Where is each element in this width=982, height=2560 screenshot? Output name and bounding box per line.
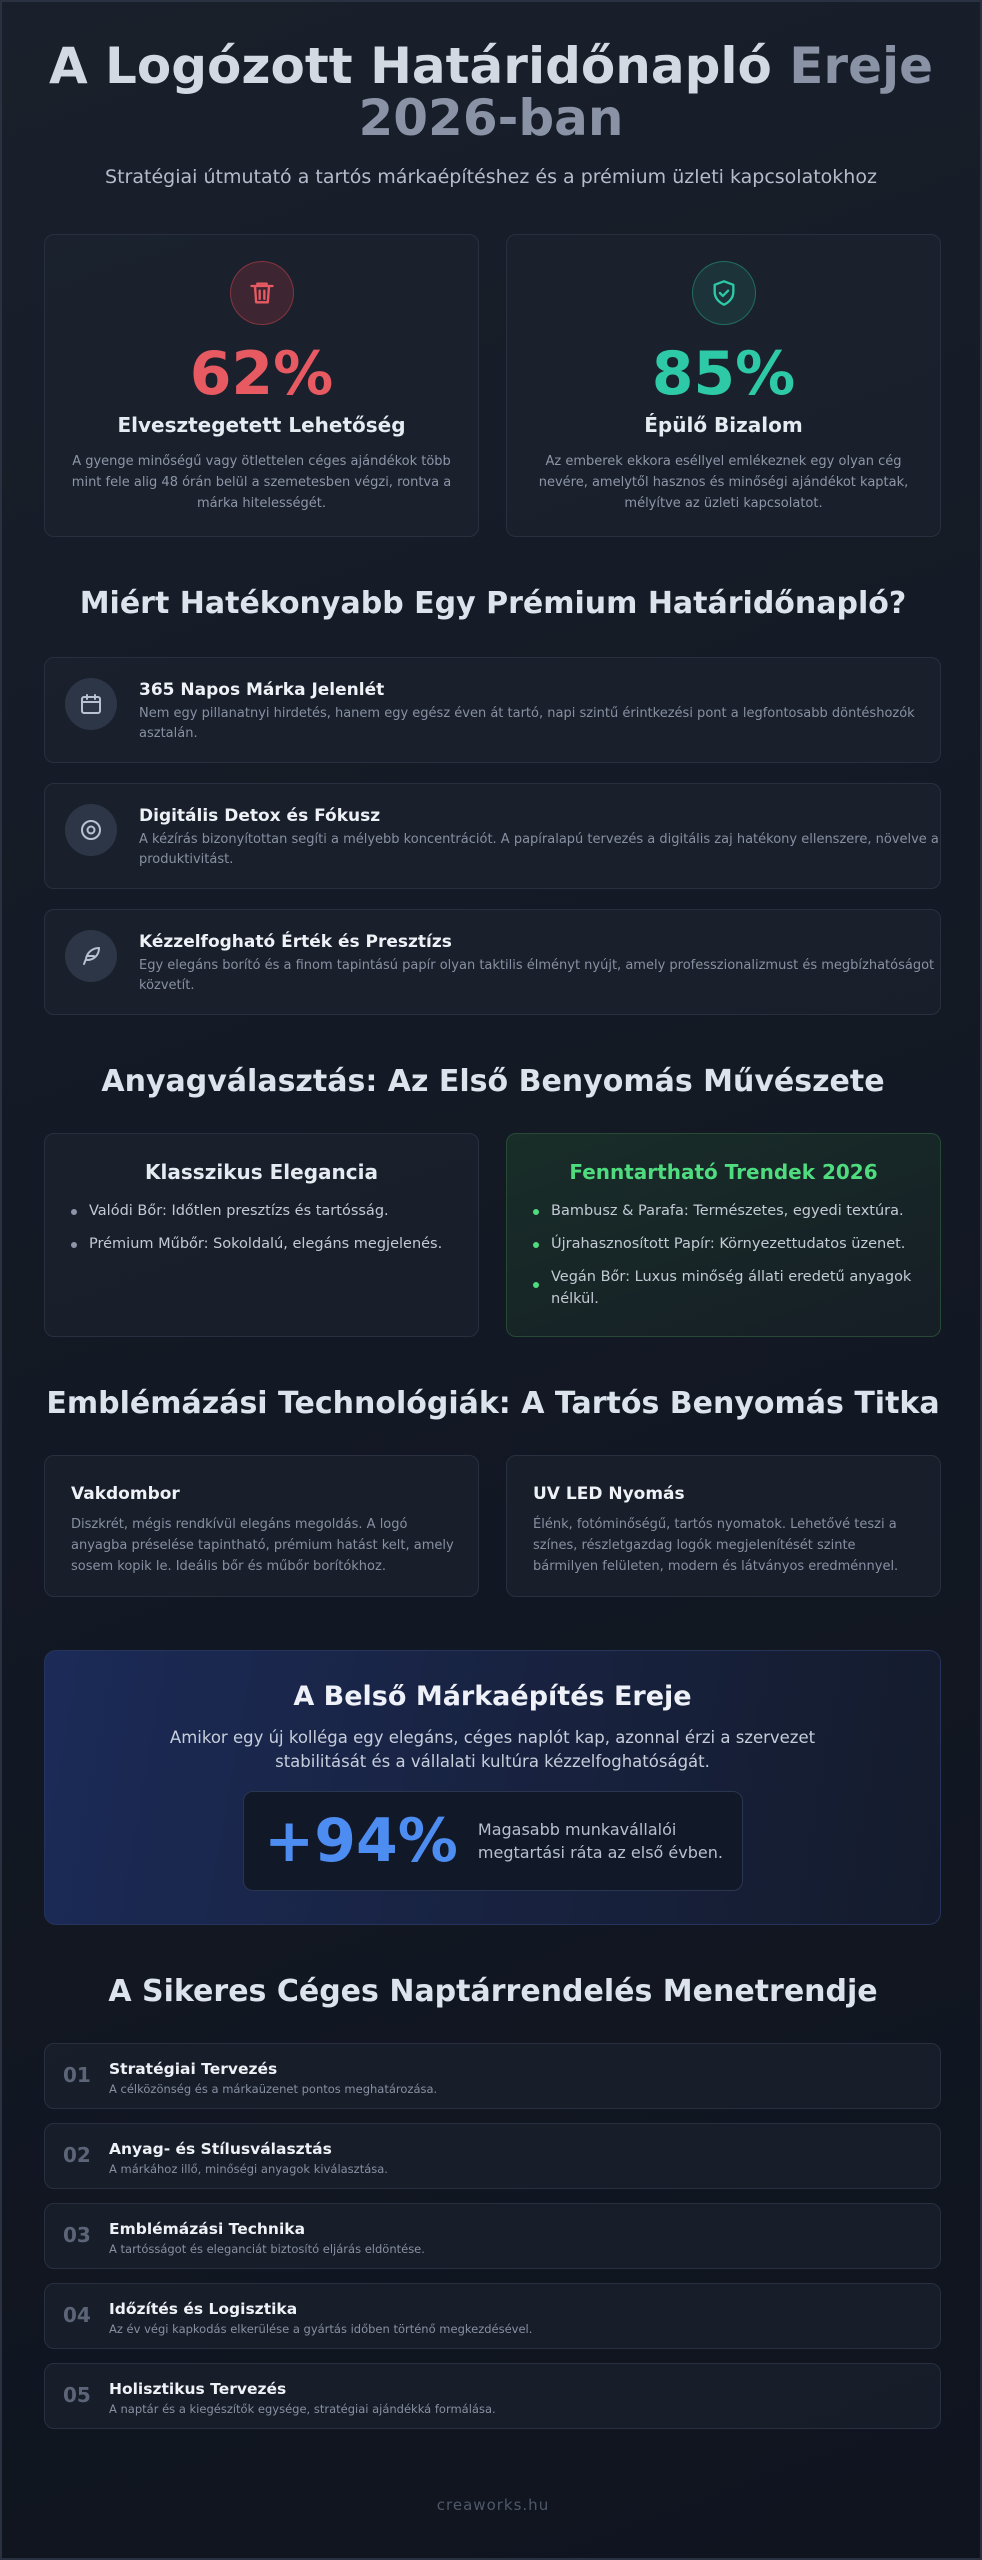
tech-title: Vakdombor [71, 1484, 180, 1504]
section-title-tech: Emblémázási Technológiák: A Tartós Benyomás Titka [46, 1386, 940, 1421]
material-title: Klasszikus Elegancia [145, 1160, 378, 1184]
brand-card [44, 1650, 941, 1925]
material-list [533, 1200, 940, 1310]
material-card-sustainable [506, 1133, 941, 1337]
step-title: Holisztikus Tervezés [109, 2380, 287, 2398]
footer-domain: creaworks.hu [436, 2496, 550, 2514]
step-text: A márkához illő, minőségi anyagok kiválasztása. [109, 2162, 388, 2176]
step-card [44, 2203, 941, 2269]
material-list [71, 1200, 478, 1255]
brand-stat-text: Magasabb munkavállalói megtartási ráta az első évben. [477, 1820, 723, 1862]
feature-card [44, 657, 941, 763]
section-title-materials: Anyagválasztás: Az Első Benyomás Művészete [101, 1064, 885, 1099]
stat-label: Elvesztegetett Lehetőség [117, 413, 406, 437]
material-card-classic [44, 1133, 479, 1337]
bullet-dot-icon [533, 1242, 539, 1248]
feature-card [44, 909, 941, 1015]
stat-card-trust [506, 234, 941, 537]
feature-title: Digitális Detox és Fókusz [139, 806, 381, 826]
step-title: Anyag- és Stílusválasztás [109, 2140, 332, 2158]
feature-text: Egy elegáns borító és a finom tapintású papír olyan taktilis élményt nyújt, amely professzionalizmust és megbízhatóságot közvetít. [139, 958, 935, 993]
feature-text: Nem egy pillanatnyi hirdetés, hanem egy egész éven át tartó, napi szintű érintkezési pont a legfontosabb döntéshozók asztalán. [139, 706, 915, 741]
calendar-icon [65, 678, 117, 730]
feather-icon [65, 930, 117, 982]
step-number: 02 [63, 2143, 91, 2167]
feature-row [45, 784, 940, 870]
step-title: Időzítés és Logisztika [109, 2300, 298, 2318]
shield-check-icon [692, 261, 756, 325]
stat-text: A gyenge minőségű vagy ötlettelen céges ajándékok több mint fele alig 48 órán belül a szemetesben végzi, rontva a márka hitelességét. [71, 454, 452, 511]
stat-value: 85% [651, 339, 796, 409]
stat-text: Az emberek ekkora eséllyel emlékeznek egy olyan cég nevére, amelytől hasznos és minőségi ajándékot kaptak, mélyítve az üzleti kapcsolatot. [538, 454, 909, 511]
step-title: Emblémázási Technika [109, 2220, 306, 2238]
step-row [45, 2284, 940, 2336]
list-item: Valódi Bőr: Időtlen presztízs és tartósság. [71, 1200, 478, 1222]
feature-text: A kézírás bizonyítottan segíti a mélyebb koncentrációt. A papíralapú tervezés a digitális zaj hatékony ellenszere, növelve a produktivitást. [139, 832, 939, 867]
feature-title: 365 Napos Márka Jelenlét [139, 680, 385, 700]
tech-text: Élénk, fotóminőségű, tartós nyomatok. Lehetővé teszi a színes, részletgazdag logók megjelenítését szinte bármilyen felületen, modern és látványos eredménnyel. [533, 1517, 899, 1574]
feature-body [139, 806, 949, 870]
brand-title: A Belső Márkaépítés Ereje [293, 1681, 692, 1712]
step-text: A tartósságot és eleganciát biztosító eljárás eldöntése. [109, 2242, 425, 2256]
step-row [45, 2124, 940, 2176]
feature-card [44, 783, 941, 889]
hero [2, 2, 980, 188]
feature-row [45, 910, 940, 996]
trash-icon [230, 261, 294, 325]
title-line2: 2026-ban [358, 89, 624, 147]
material-title: Fenntartható Trendek 2026 [569, 1160, 878, 1184]
step-number: 01 [63, 2063, 91, 2087]
bullet-dot-icon [533, 1209, 539, 1215]
step-number: 04 [63, 2303, 91, 2327]
step-card [44, 2043, 941, 2109]
step-text: Az év végi kapkodás elkerülése a gyártás időben történő megkezdésével. [109, 2322, 533, 2336]
bullet-dot-icon [71, 1209, 77, 1215]
step-number: 05 [63, 2383, 91, 2407]
target-icon [65, 804, 117, 856]
feature-body [139, 680, 949, 744]
page-title [41, 37, 941, 147]
list-item: Bambusz & Parafa: Természetes, egyedi textúra. [533, 1200, 940, 1222]
tech-text: Diszkrét, mégis rendkívül elegáns megoldás. A logó anyagba préselése tapintható, prémium hatást kelt, amely sosem kopik le. Ideális bőr és műbőr borítókhoz. [71, 1517, 454, 1574]
bullet-dot-icon [71, 1242, 77, 1248]
step-title: Stratégiai Tervezés [109, 2060, 278, 2078]
step-card [44, 2363, 941, 2429]
brand-text: Amikor egy új kolléga egy elegáns, céges naplót kap, azonnal érzi a szervezet stabilitását és a vállalati kultúra kézzelfoghatóságát. [169, 1728, 816, 1771]
list-item: Újrahasznosított Papír: Környezettudatos üzenet. [533, 1233, 940, 1255]
brand-stat-value: +94% [264, 1806, 458, 1876]
feature-title: Kézzelfogható Érték és Presztízs [139, 932, 452, 952]
tech-card-emboss [44, 1455, 479, 1597]
stat-label: Épülő Bizalom [644, 413, 803, 437]
stat-value: 62% [189, 339, 334, 409]
step-card [44, 2283, 941, 2349]
tech-card-uv [506, 1455, 941, 1597]
list-item: Vegán Bőr: Luxus minőség állati eredetű anyagok nélkül. [533, 1266, 913, 1310]
feature-body [139, 932, 949, 996]
bullet-dot-icon [533, 1282, 539, 1288]
step-number: 03 [63, 2223, 91, 2247]
title-main: A Logózott Határidőnapló [48, 37, 790, 95]
list-item: Prémium Műbőr: Sokoldalú, elegáns megjelenés. [71, 1233, 478, 1255]
tech-title: UV LED Nyomás [533, 1484, 685, 1504]
title-fade: Ereje [789, 37, 934, 95]
page-subtitle: Stratégiai útmutató a tartós márkaépítéshez és a prémium üzleti kapcsolatokhoz [105, 166, 877, 188]
step-row [45, 2044, 940, 2096]
brand-stat-box [243, 1791, 743, 1891]
step-text: A naptár és a kiegészítők egysége, stratégiai ajándékká formálása. [109, 2402, 496, 2416]
section-title-process: A Sikeres Céges Naptárrendelés Menetrendje [108, 1974, 878, 2009]
section-title-why: Miért Hatékonyabb Egy Prémium Határidőnapló? [79, 586, 907, 621]
step-row [45, 2204, 940, 2256]
feature-row [45, 658, 940, 744]
step-row [45, 2364, 940, 2416]
stat-card-wasted [44, 234, 479, 537]
step-text: A célközönség és a márkaüzenet pontos meghatározása. [109, 2082, 438, 2096]
step-card [44, 2123, 941, 2189]
